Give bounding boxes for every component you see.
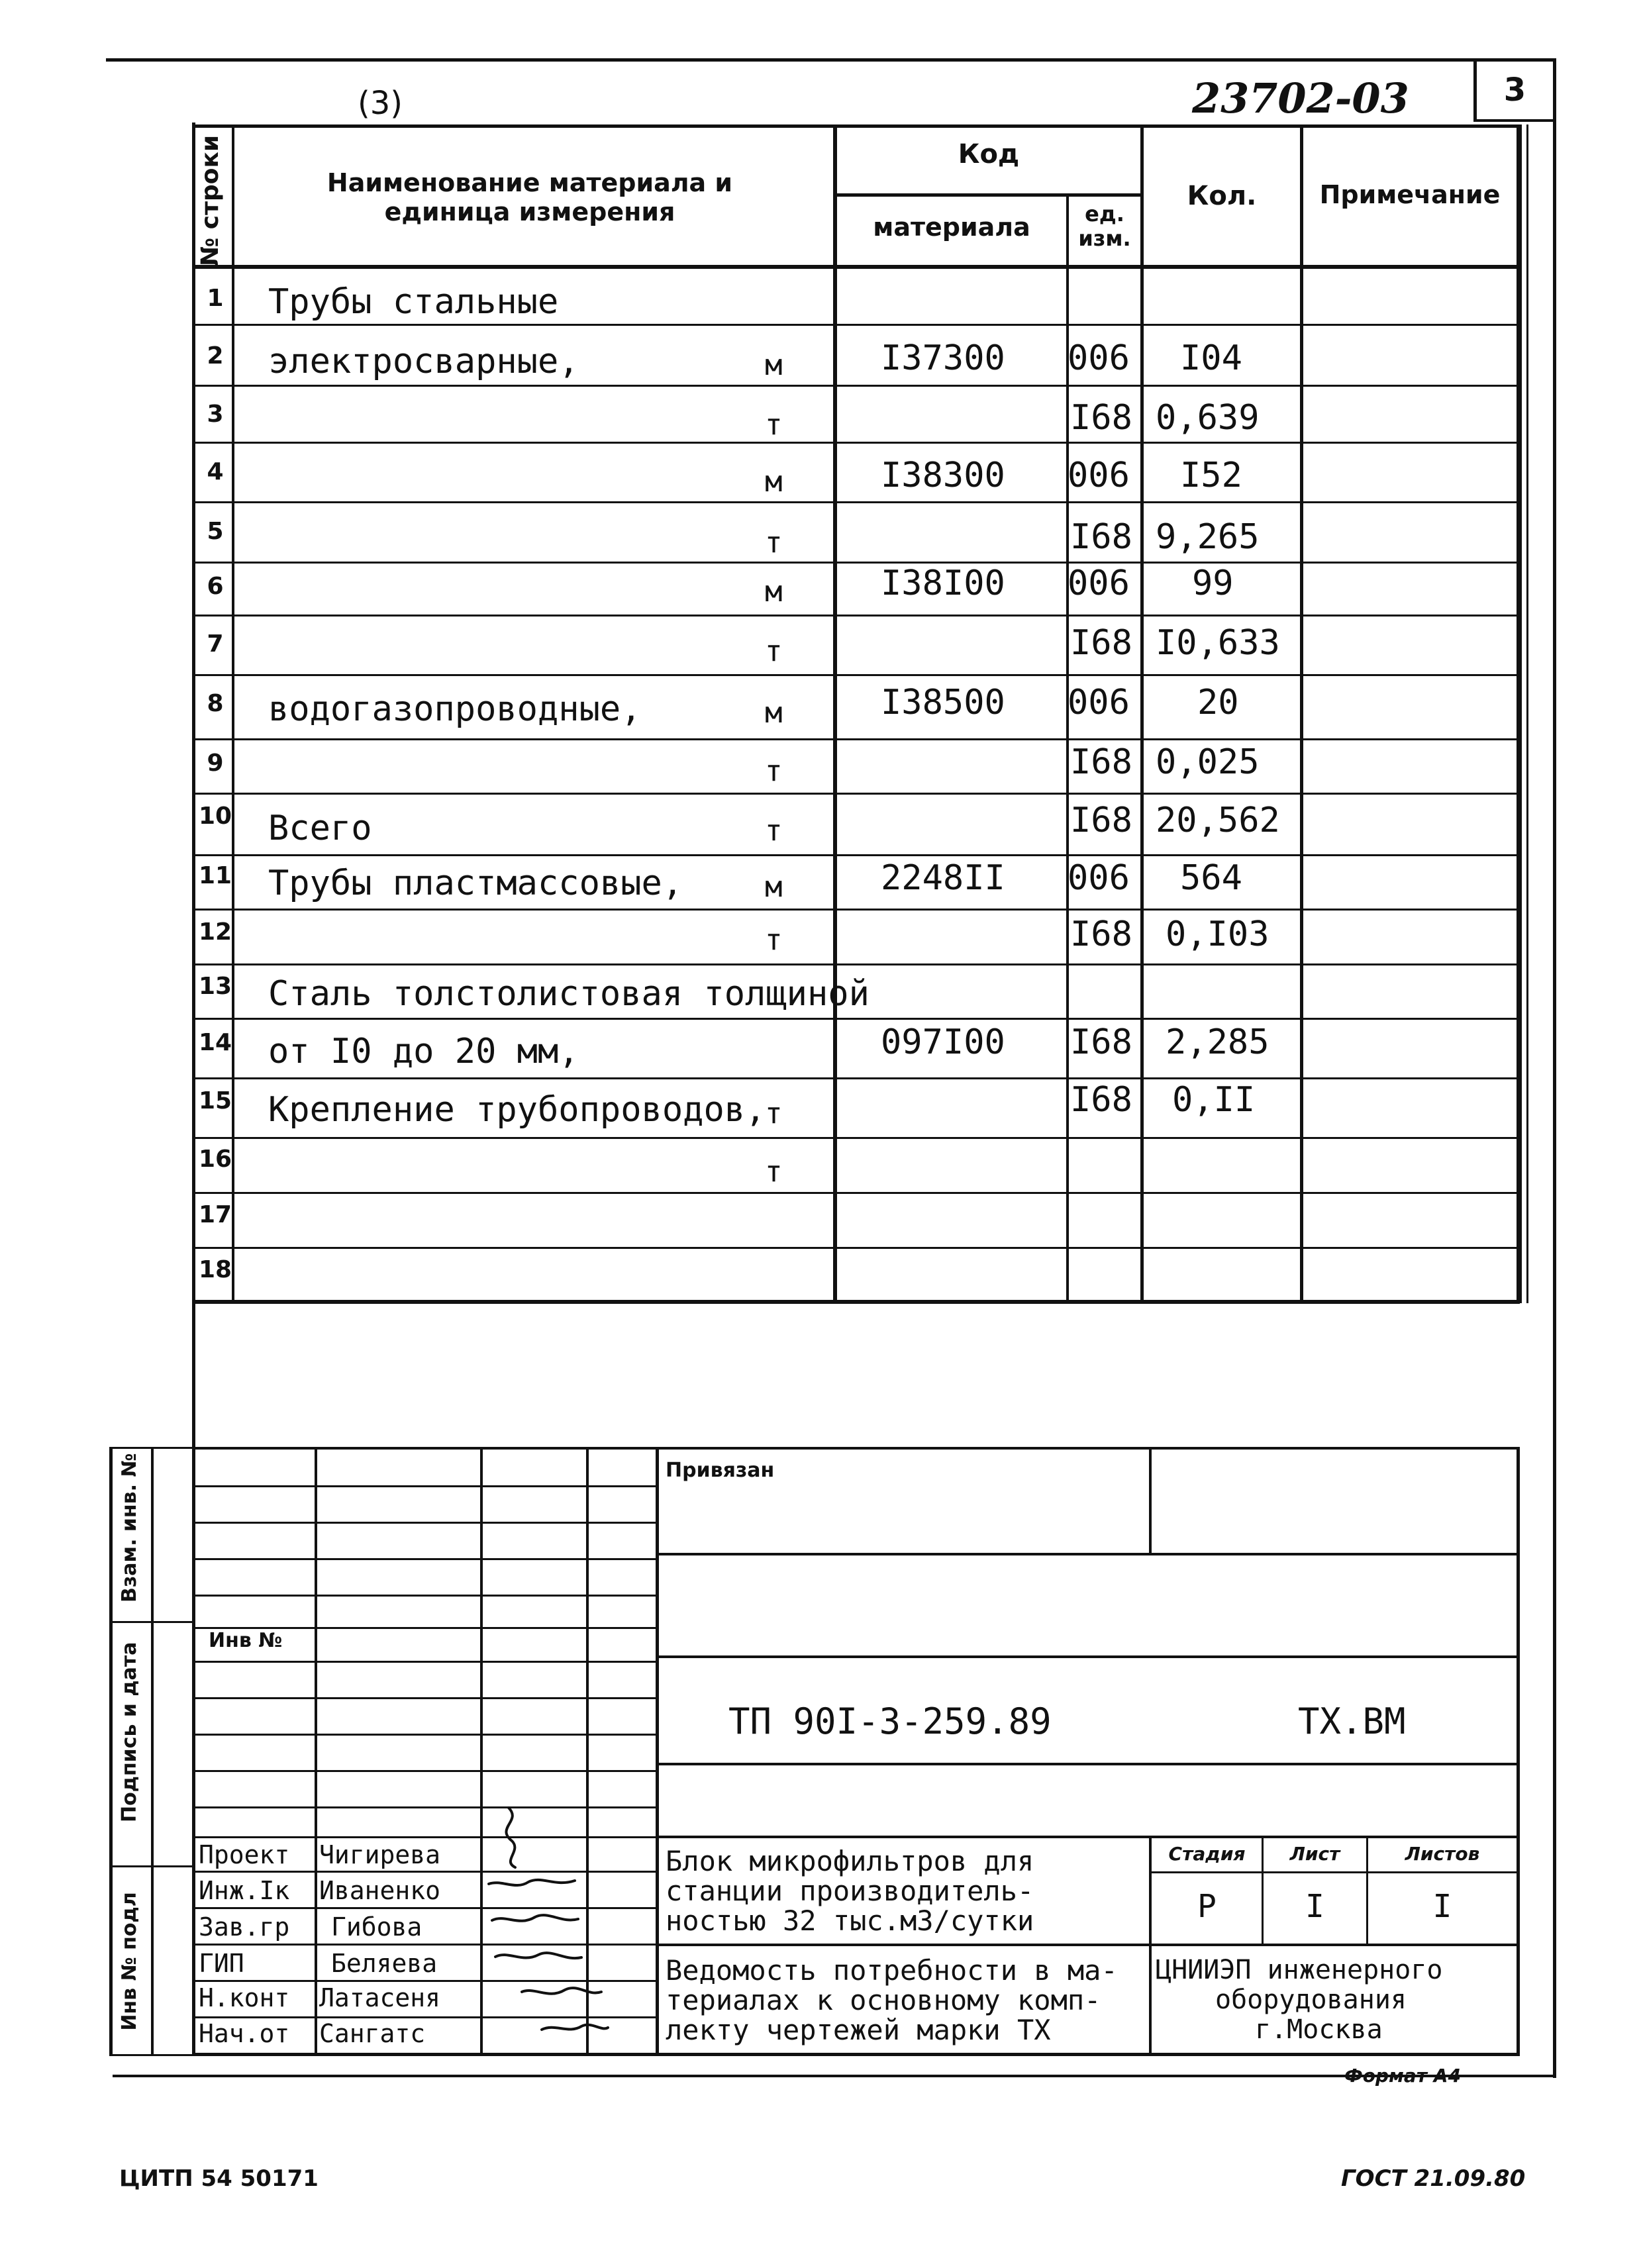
signature-name: Латасеня	[319, 1983, 441, 2012]
row-number: 13	[199, 973, 232, 1000]
col-header-code: Код	[958, 139, 1020, 170]
sheet-number: 3	[1503, 72, 1526, 109]
quantity: 564	[1180, 858, 1242, 898]
unit-code: I68	[1070, 742, 1132, 782]
material-code: 097I00	[881, 1022, 1005, 1062]
material-code: 2248II	[881, 858, 1005, 898]
row-number: 3	[207, 401, 224, 428]
quantity: 2,285	[1166, 1022, 1270, 1062]
row-number: 17	[199, 1201, 232, 1228]
col-header-code-material: материала	[873, 213, 1030, 242]
unit: м	[765, 465, 783, 499]
signature-role: Проект	[199, 1840, 290, 1869]
unit-code: I68	[1070, 1022, 1132, 1062]
sheets-value: I	[1432, 1888, 1452, 1925]
format-label: Формат А4	[1344, 2065, 1461, 2087]
unit-code: I68	[1070, 914, 1132, 954]
document-title-line: териалах к основному комп-	[666, 1984, 1101, 2016]
material-code: I38I00	[881, 564, 1005, 603]
document-mark: ТХ.ВМ	[1298, 1701, 1406, 1742]
document-code: 23702-03	[1192, 74, 1409, 123]
privyazan-label: Привязан	[666, 1459, 775, 1482]
row-number: 14	[199, 1029, 232, 1056]
row-number: 10	[199, 803, 232, 830]
unit-code: 006	[1068, 338, 1130, 378]
unit-code: 006	[1068, 858, 1130, 898]
unit: т	[765, 1155, 783, 1189]
inv-no-label: Инв №	[209, 1629, 283, 1652]
unit: м	[765, 575, 783, 609]
quantity: 99	[1192, 564, 1234, 603]
document-title-line: лекту чертежей марки ТХ	[666, 2014, 1051, 2046]
inv-podl-label: Инв № подл	[118, 1892, 141, 2031]
unit-code: 006	[1068, 564, 1130, 603]
row-number: 2	[207, 342, 224, 370]
unit: т	[765, 754, 783, 788]
quantity: 0,639	[1156, 398, 1260, 438]
signature-role: Нач.от	[199, 2019, 290, 2048]
material-code: I37300	[881, 338, 1005, 378]
stage-value: Р	[1197, 1888, 1217, 1925]
row-number: 6	[207, 573, 224, 600]
quantity: 9,265	[1156, 517, 1260, 557]
unit-code: 006	[1068, 683, 1130, 722]
stage-label: Стадия	[1168, 1843, 1246, 1865]
unit: т	[765, 634, 783, 668]
quantity: I52	[1180, 456, 1242, 495]
material-name: Трубы пластмассовые,	[268, 863, 683, 903]
unit-code: 006	[1068, 456, 1130, 495]
col-header-name: Наименование материала и единица измерения	[326, 168, 733, 226]
material-name: Всего	[268, 809, 372, 848]
material-name: от I0 до 20 мм,	[268, 1032, 579, 1071]
unit-code: I68	[1070, 623, 1132, 663]
unit: м	[765, 348, 783, 382]
row-number: 7	[207, 630, 224, 658]
material-name: Крепление трубопроводов,	[268, 1090, 766, 1130]
signature-name: Сангатс	[319, 2019, 426, 2048]
quantity: 20,562	[1156, 801, 1280, 840]
object-title-line: станции производитель-	[666, 1875, 1034, 1907]
row-number: 8	[207, 690, 224, 717]
sheet-value: I	[1305, 1888, 1324, 1925]
unit: т	[765, 526, 783, 560]
signature-name: Чигирева	[319, 1840, 441, 1869]
material-code: I38500	[881, 683, 1005, 722]
material-name: Трубы стальные	[268, 282, 559, 322]
row-number: 5	[207, 518, 224, 545]
row-number: 15	[199, 1087, 232, 1114]
unit: т	[765, 1097, 783, 1130]
unit-code: I68	[1070, 1080, 1132, 1120]
vzam-inv-label: Взам. инв. №	[118, 1453, 141, 1602]
document-title-line: Ведомость потребности в ма-	[666, 1954, 1118, 1987]
organization-line: оборудования	[1215, 1985, 1407, 2015]
signature-role: ГИП	[199, 1949, 244, 1978]
material-code: I38300	[881, 456, 1005, 495]
row-number: 4	[207, 458, 224, 485]
organization-line: г.Москва	[1255, 2014, 1383, 2045]
footer-left: ЦИТП 54 50171	[119, 2165, 319, 2192]
quantity: 0,II	[1172, 1080, 1256, 1120]
material-name: электросварные,	[268, 342, 579, 381]
handwritten-signatures	[482, 1801, 656, 2053]
quantity: 0,I03	[1166, 914, 1270, 954]
sheet-label: Лист	[1289, 1843, 1340, 1865]
row-number: 9	[207, 750, 224, 777]
unit: т	[765, 923, 783, 957]
sheets-label: Листов	[1405, 1843, 1480, 1865]
object-title-line: Блок микрофильтров для	[666, 1845, 1034, 1877]
unit: м	[765, 696, 783, 730]
row-number: 18	[199, 1256, 232, 1283]
signature-name: Иваненко	[319, 1876, 441, 1905]
organization-line: ЦНИИЭП инженерного	[1156, 1955, 1443, 1985]
designation: ТП 90I-3-259.89	[728, 1701, 1052, 1742]
object-title-line: ностью 32 тыс.м3/сутки	[666, 1904, 1034, 1937]
col-header-qty: Кол.	[1187, 181, 1257, 211]
quantity: I0,633	[1156, 623, 1280, 663]
quantity: 0,025	[1156, 742, 1260, 782]
signature-role: Зав.гр	[199, 1912, 290, 1942]
col-header-note: Примечание	[1319, 180, 1501, 209]
section-label: (3)	[358, 85, 403, 122]
unit-code: I68	[1070, 398, 1132, 438]
row-number: 16	[199, 1146, 232, 1173]
row-number: 1	[207, 285, 224, 312]
col-header-code-unit: ед. изм.	[1078, 201, 1131, 251]
row-number: 11	[199, 862, 232, 889]
quantity: 20	[1197, 683, 1239, 722]
unit-code: I68	[1070, 801, 1132, 840]
unit: т	[765, 408, 783, 442]
signature-name: Беляева	[331, 1949, 438, 1978]
unit: м	[765, 870, 783, 904]
col-header-row-no: № строки	[197, 134, 224, 267]
unit: т	[765, 814, 783, 848]
signature-role: Н.конт	[199, 1983, 290, 2012]
quantity: I04	[1180, 338, 1242, 378]
material-name: водогазопроводные,	[268, 689, 642, 729]
signature-date-label: Подпись и дата	[118, 1642, 141, 1822]
signature-name: Гибова	[331, 1912, 423, 1942]
material-name: Сталь толстолистовая толщиной	[268, 974, 870, 1014]
footer-right: ГОСТ 21.09.80	[1341, 2165, 1526, 2192]
unit-code: I68	[1070, 517, 1132, 557]
signature-role: Инж.Iк	[199, 1876, 290, 1905]
row-number: 12	[199, 918, 232, 946]
